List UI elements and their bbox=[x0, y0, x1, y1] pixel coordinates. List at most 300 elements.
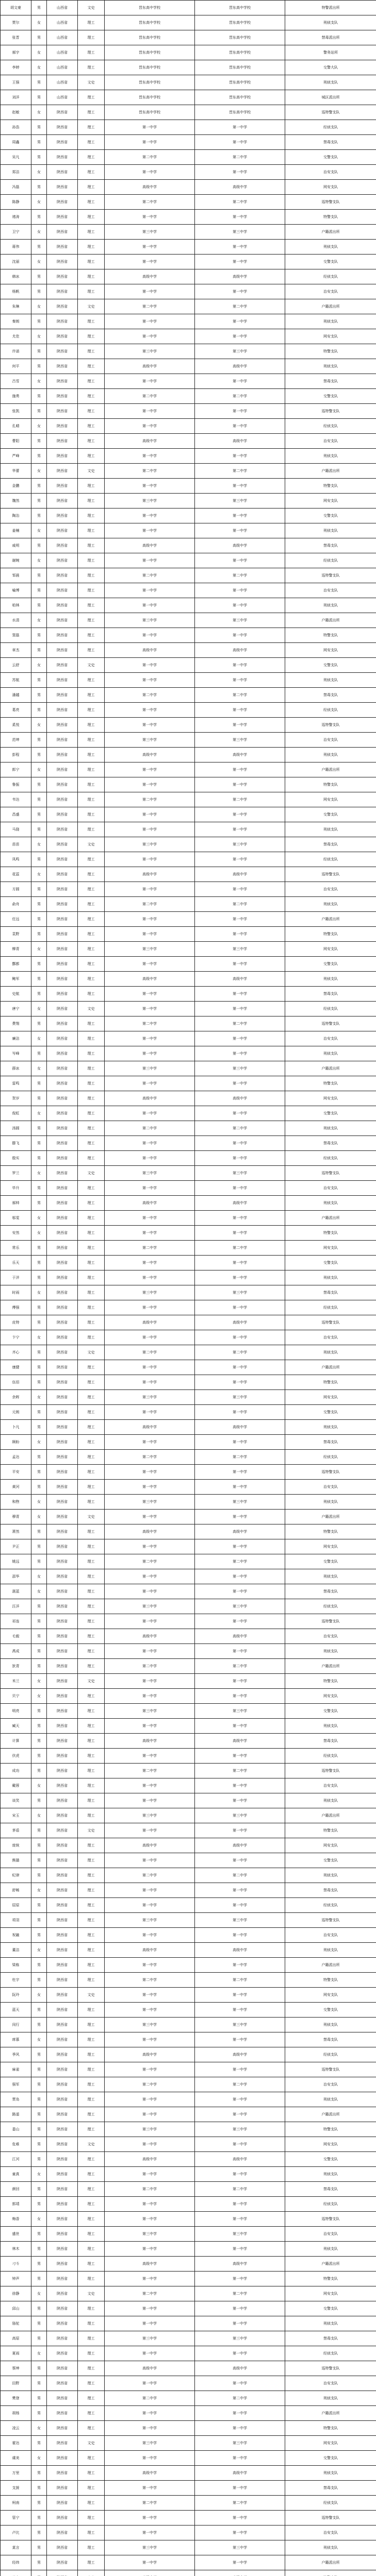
table-row bbox=[1, 822, 376, 837]
school-cell: 高级中学 bbox=[105, 2257, 195, 2272]
school2-cell: 第一中学 bbox=[195, 2376, 285, 2391]
province-cell: 陕西省 bbox=[47, 1569, 78, 1584]
name-cell: 伏虎 bbox=[1, 1749, 31, 1764]
school-cell: 第三中学 bbox=[105, 2540, 195, 2555]
province-cell: 陕西省 bbox=[47, 1554, 78, 1569]
unit-cell: 巡特警支队 bbox=[285, 568, 376, 583]
table-row bbox=[1, 2032, 376, 2047]
school-cell: 晋东高中学校 bbox=[105, 15, 195, 30]
track-cell: 理工 bbox=[78, 1151, 105, 1166]
school2-cell: 第一中学 bbox=[195, 912, 285, 927]
school-cell: 第一中学 bbox=[105, 1719, 195, 1734]
name-cell: 乐天 bbox=[1, 1256, 31, 1270]
gender-cell: 男 bbox=[31, 359, 47, 374]
unit-cell: 治安支队 bbox=[285, 583, 376, 598]
school-cell: 高级中学 bbox=[105, 643, 195, 658]
unit-cell: 刑侦支队 bbox=[285, 2316, 376, 2331]
name-cell: 祝融 bbox=[1, 1928, 31, 1943]
province-cell: 陕西省 bbox=[47, 523, 78, 538]
table-row bbox=[1, 1480, 376, 1495]
school2-cell: 第一中学 bbox=[195, 2212, 285, 2227]
unit-cell: 网安支队 bbox=[285, 2436, 376, 2451]
school2-cell: 第一中学 bbox=[195, 1569, 285, 1584]
gender-cell: 女 bbox=[31, 1689, 47, 1704]
name-cell: 马骁 bbox=[1, 822, 31, 837]
table-row bbox=[1, 523, 376, 538]
school-cell: 高级中学 bbox=[105, 538, 195, 553]
track-cell: 理工 bbox=[78, 1973, 105, 1988]
table-row bbox=[1, 658, 376, 673]
table-row bbox=[1, 882, 376, 897]
name-cell: 孟达 bbox=[1, 1450, 31, 1465]
table-row bbox=[1, 1510, 376, 1524]
track-cell: 理工 bbox=[78, 1480, 105, 1495]
school-cell: 晋东高中学校 bbox=[105, 30, 195, 45]
gender-cell: 男 bbox=[31, 1629, 47, 1644]
table-row bbox=[1, 2003, 376, 2018]
track-cell: 理工 bbox=[78, 1091, 105, 1106]
province-cell: 陕西省 bbox=[47, 1076, 78, 1091]
table-row bbox=[1, 942, 376, 957]
unit-cell: 户籍派出所 bbox=[285, 762, 376, 777]
province-cell: 陕西省 bbox=[47, 2391, 78, 2406]
province-cell: 陕西省 bbox=[47, 942, 78, 957]
province-cell: 陕西省 bbox=[47, 2421, 78, 2436]
unit-cell: 交警支队 bbox=[285, 255, 376, 269]
unit-cell: 禁毒支队 bbox=[285, 1883, 376, 1898]
unit-cell: 刑侦支队 bbox=[285, 1270, 376, 1285]
roster-table-body bbox=[1, 1, 376, 2576]
school2-cell: 第一中学 bbox=[195, 822, 285, 837]
unit-cell: 禁毒支队 bbox=[285, 688, 376, 703]
school2-cell: 第二中学 bbox=[195, 1554, 285, 1569]
school-cell: 第一中学 bbox=[105, 1211, 195, 1226]
table-row bbox=[1, 1315, 376, 1330]
province-cell: 陕西省 bbox=[47, 538, 78, 553]
province-cell: 陕西省 bbox=[47, 613, 78, 628]
province-cell: 陕西省 bbox=[47, 1764, 78, 1778]
province-cell: 陕西省 bbox=[47, 284, 78, 299]
province-cell: 陕西省 bbox=[47, 210, 78, 225]
school2-cell: 第一中学 bbox=[195, 2197, 285, 2212]
track-cell: 文史 bbox=[78, 1166, 105, 1181]
name-cell: 汪洋 bbox=[1, 1599, 31, 1614]
school2-cell: 第一中学 bbox=[195, 1823, 285, 1838]
table-row bbox=[1, 1076, 376, 1091]
name-cell: 路遥 bbox=[1, 2107, 31, 2122]
gender-cell: 男 bbox=[31, 2242, 47, 2257]
gender-cell: 男 bbox=[31, 284, 47, 299]
name-cell: 喻博 bbox=[1, 583, 31, 598]
table-row bbox=[1, 1569, 376, 1584]
table-row bbox=[1, 2316, 376, 2331]
school-cell: 第三中学 bbox=[105, 1704, 195, 1719]
unit-cell: 禁毒支队 bbox=[285, 2481, 376, 2496]
province-cell: 陕西省 bbox=[47, 1868, 78, 1883]
unit-cell: 户籍派出所 bbox=[285, 912, 376, 927]
school-cell: 第二中学 bbox=[105, 464, 195, 479]
province-cell: 陕西省 bbox=[47, 1704, 78, 1719]
track-cell: 理工 bbox=[78, 344, 105, 359]
name-cell: 邵华 bbox=[1, 1569, 31, 1584]
gender-cell: 女 bbox=[31, 613, 47, 628]
gender-cell: 男 bbox=[31, 1898, 47, 1913]
name-cell: 周鑫 bbox=[1, 135, 31, 150]
province-cell: 陕西省 bbox=[47, 1480, 78, 1495]
table-row bbox=[1, 1823, 376, 1838]
table-row bbox=[1, 777, 376, 792]
school2-cell: 第一中学 bbox=[195, 1046, 285, 1061]
school-cell: 第二中学 bbox=[105, 1241, 195, 1256]
province-cell: 陕西省 bbox=[47, 1853, 78, 1868]
unit-cell: 巡特警支队 bbox=[285, 1166, 376, 1181]
gender-cell: 男 bbox=[31, 1300, 47, 1315]
school2-cell: 晋东高中学校 bbox=[195, 60, 285, 75]
school2-cell: 第一中学 bbox=[195, 240, 285, 255]
province-cell: 陕西省 bbox=[47, 1181, 78, 1196]
gender-cell: 男 bbox=[31, 688, 47, 703]
track-cell: 理工 bbox=[78, 1315, 105, 1330]
school-cell: 第一中学 bbox=[105, 2451, 195, 2466]
unit-cell: 刑侦支队 bbox=[285, 1943, 376, 1958]
name-cell: 禹成 bbox=[1, 1644, 31, 1659]
track-cell: 理工 bbox=[78, 1016, 105, 1031]
track-cell: 理工 bbox=[78, 927, 105, 942]
gender-cell: 女 bbox=[31, 329, 47, 344]
track-cell: 理工 bbox=[78, 374, 105, 389]
table-row bbox=[1, 2391, 376, 2406]
unit-cell: 交警支队 bbox=[285, 1853, 376, 1868]
unit-cell: 交警支队 bbox=[285, 2152, 376, 2167]
table-row bbox=[1, 1764, 376, 1778]
unit-cell: 刑侦支队 bbox=[285, 523, 376, 538]
province-cell: 陕西省 bbox=[47, 1151, 78, 1166]
province-cell: 陕西省 bbox=[47, 2436, 78, 2451]
gender-cell: 男 bbox=[31, 1614, 47, 1629]
unit-cell: 刑侦支队 bbox=[285, 15, 376, 30]
name-cell: 傅强 bbox=[1, 1300, 31, 1315]
school2-cell: 第一中学 bbox=[195, 1689, 285, 1704]
school2-cell: 第二中学 bbox=[195, 1241, 285, 1256]
gender-cell: 男 bbox=[31, 314, 47, 329]
province-cell: 陕西省 bbox=[47, 1300, 78, 1315]
school2-cell: 晋东高中学校 bbox=[195, 30, 285, 45]
unit-cell: 刑侦支队 bbox=[285, 748, 376, 762]
province-cell: 陕西省 bbox=[47, 1659, 78, 1674]
school2-cell: 第一中学 bbox=[195, 1958, 285, 1973]
school-cell: 高级中学 bbox=[105, 2361, 195, 2376]
track-cell: 理工 bbox=[78, 419, 105, 434]
school-cell: 第二中学 bbox=[105, 2391, 195, 2406]
table-row bbox=[1, 1136, 376, 1151]
table-row bbox=[1, 344, 376, 359]
school-cell: 第二中学 bbox=[105, 1868, 195, 1883]
province-cell: 陕西省 bbox=[47, 2466, 78, 2481]
school2-cell: 第一中学 bbox=[195, 777, 285, 792]
track-cell: 理工 bbox=[78, 1136, 105, 1151]
table-row bbox=[1, 2107, 376, 2122]
school-cell: 第一中学 bbox=[105, 2301, 195, 2316]
province-cell: 陕西省 bbox=[47, 1002, 78, 1016]
province-cell: 陕西省 bbox=[47, 2227, 78, 2242]
unit-cell: 巡特警支队 bbox=[285, 2212, 376, 2227]
name-cell: 毛毅 bbox=[1, 1629, 31, 1644]
track-cell: 理工 bbox=[78, 1226, 105, 1241]
table-row bbox=[1, 792, 376, 807]
school-cell: 第一中学 bbox=[105, 1076, 195, 1091]
school-cell: 第一中学 bbox=[105, 673, 195, 688]
table-row bbox=[1, 2511, 376, 2526]
gender-cell: 女 bbox=[31, 1330, 47, 1345]
school2-cell: 第一中学 bbox=[195, 703, 285, 718]
province-cell: 陕西省 bbox=[47, 344, 78, 359]
name-cell: 田野 bbox=[1, 2376, 31, 2391]
track-cell: 理工 bbox=[78, 1106, 105, 1121]
track-cell: 理工 bbox=[78, 882, 105, 897]
school2-cell: 第一中学 bbox=[195, 2555, 285, 2570]
track-cell: 理工 bbox=[78, 2376, 105, 2391]
unit-cell: 刑侦支队 bbox=[285, 2092, 376, 2107]
unit-cell: 治安支队 bbox=[285, 2227, 376, 2242]
gender-cell: 男 bbox=[31, 1973, 47, 1988]
name-cell: 戴蓉 bbox=[1, 1778, 31, 1793]
province-cell: 陕西省 bbox=[47, 1778, 78, 1793]
school2-cell: 第一中学 bbox=[195, 210, 285, 225]
school2-cell: 高级中学 bbox=[195, 1943, 285, 1958]
school-cell: 第三中学 bbox=[105, 225, 195, 240]
province-cell: 陕西省 bbox=[47, 2496, 78, 2511]
school2-cell: 第二中学 bbox=[195, 1016, 285, 1031]
province-cell: 陕西省 bbox=[47, 1375, 78, 1390]
table-row bbox=[1, 1375, 376, 1390]
track-cell: 理工 bbox=[78, 1495, 105, 1510]
table-row bbox=[1, 1853, 376, 1868]
track-cell: 理工 bbox=[78, 2496, 105, 2511]
track-cell: 理工 bbox=[78, 1375, 105, 1390]
table-row bbox=[1, 852, 376, 867]
gender-cell: 男 bbox=[31, 538, 47, 553]
table-row bbox=[1, 299, 376, 314]
school-cell: 晋东高中学校 bbox=[105, 60, 195, 75]
unit-cell: 网安支队 bbox=[285, 180, 376, 195]
table-row bbox=[1, 1629, 376, 1644]
unit-cell: 特警支队 bbox=[285, 2272, 376, 2286]
name-cell: 华蕾 bbox=[1, 464, 31, 479]
school-cell: 第一中学 bbox=[105, 2346, 195, 2361]
track-cell: 理工 bbox=[78, 15, 105, 30]
gender-cell: 男 bbox=[31, 777, 47, 792]
table-row bbox=[1, 1734, 376, 1749]
school2-cell: 第一中学 bbox=[195, 1226, 285, 1241]
name-cell: 郭靖 bbox=[1, 2197, 31, 2212]
school-cell: 第一中学 bbox=[105, 165, 195, 180]
name-cell: 郑洁 bbox=[1, 165, 31, 180]
track-cell: 理工 bbox=[78, 479, 105, 494]
gender-cell: 男 bbox=[31, 2301, 47, 2316]
table-row bbox=[1, 628, 376, 643]
school2-cell: 第三中学 bbox=[195, 2540, 285, 2555]
track-cell: 理工 bbox=[78, 2555, 105, 2570]
unit-cell: 禁毒支队 bbox=[285, 1584, 376, 1599]
name-cell: 纪律 bbox=[1, 1868, 31, 1883]
unit-cell: 经侦支队 bbox=[285, 1002, 376, 1016]
school-cell: 第二中学 bbox=[105, 195, 195, 210]
name-cell: 宋玉 bbox=[1, 1808, 31, 1823]
school2-cell: 第一中学 bbox=[195, 165, 285, 180]
gender-cell: 男 bbox=[31, 1793, 47, 1808]
name-cell: 虞美 bbox=[1, 2451, 31, 2466]
name-cell: 徐静 bbox=[1, 2286, 31, 2301]
unit-cell: 刑侦支队 bbox=[285, 1495, 376, 1510]
province-cell: 陕西省 bbox=[47, 1315, 78, 1330]
name-cell: 朱琳 bbox=[1, 299, 31, 314]
track-cell: 理工 bbox=[78, 434, 105, 449]
gender-cell: 女 bbox=[31, 2212, 47, 2227]
unit-cell: 经侦支队 bbox=[285, 852, 376, 867]
province-cell: 陕西省 bbox=[47, 1913, 78, 1928]
school2-cell: 第二中学 bbox=[195, 299, 285, 314]
gender-cell: 男 bbox=[31, 150, 47, 165]
school2-cell: 第一中学 bbox=[195, 852, 285, 867]
table-row bbox=[1, 1121, 376, 1136]
school2-cell: 第一中学 bbox=[195, 1270, 285, 1285]
school2-cell: 第三中学 bbox=[195, 2122, 285, 2137]
school-cell: 第一中学 bbox=[105, 1002, 195, 1016]
province-cell: 陕西省 bbox=[47, 1166, 78, 1181]
school-cell: 第一中学 bbox=[105, 2481, 195, 2496]
unit-cell: 禁毒支队 bbox=[285, 135, 376, 150]
track-cell: 理工 bbox=[78, 389, 105, 404]
gender-cell: 女 bbox=[31, 942, 47, 957]
school2-cell: 高级中学 bbox=[195, 1629, 285, 1644]
school2-cell: 第一中学 bbox=[195, 1853, 285, 1868]
table-row bbox=[1, 1614, 376, 1629]
school-cell: 第一中学 bbox=[105, 927, 195, 942]
province-cell: 陕西省 bbox=[47, 509, 78, 523]
name-cell: 危难 bbox=[1, 2137, 31, 2152]
gender-cell: 男 bbox=[31, 269, 47, 284]
track-cell: 理工 bbox=[78, 45, 105, 60]
track-cell: 理工 bbox=[78, 792, 105, 807]
province-cell: 陕西省 bbox=[47, 2526, 78, 2540]
gender-cell: 男 bbox=[31, 972, 47, 987]
unit-cell: 治安支队 bbox=[285, 284, 376, 299]
school2-cell: 第一中学 bbox=[195, 957, 285, 972]
unit-cell: 刑侦支队 bbox=[285, 2540, 376, 2555]
unit-cell: 刑侦支队 bbox=[285, 359, 376, 374]
name-cell: 齐心 bbox=[1, 1345, 31, 1360]
track-cell: 理工 bbox=[78, 1764, 105, 1778]
gender-cell: 男 bbox=[31, 180, 47, 195]
table-row bbox=[1, 568, 376, 583]
track-cell: 文史 bbox=[78, 2286, 105, 2301]
name-cell: 廉洁 bbox=[1, 1031, 31, 1046]
province-cell: 陕西省 bbox=[47, 1928, 78, 1943]
track-cell: 理工 bbox=[78, 1704, 105, 1719]
track-cell: 理工 bbox=[78, 2481, 105, 2496]
track-cell: 理工 bbox=[78, 942, 105, 957]
name-cell: 季风 bbox=[1, 2047, 31, 2062]
table-row bbox=[1, 90, 376, 105]
table-row bbox=[1, 703, 376, 718]
gender-cell: 男 bbox=[31, 2540, 47, 2555]
school-cell: 第一中学 bbox=[105, 1300, 195, 1315]
name-cell: 卜凡 bbox=[1, 1420, 31, 1435]
unit-cell: 刑侦支队 bbox=[285, 598, 376, 613]
unit-cell: 经侦支队 bbox=[285, 2496, 376, 2511]
province-cell: 陕西省 bbox=[47, 374, 78, 389]
school2-cell: 第一中学 bbox=[195, 673, 285, 688]
school2-cell: 第三中学 bbox=[195, 1808, 285, 1823]
province-cell: 陕西省 bbox=[47, 1226, 78, 1241]
unit-cell: 治安支队 bbox=[285, 1778, 376, 1793]
school2-cell: 第三中学 bbox=[195, 837, 285, 852]
unit-cell: 治安支队 bbox=[285, 1031, 376, 1046]
province-cell: 陕西省 bbox=[47, 643, 78, 658]
school2-cell: 第一中学 bbox=[195, 329, 285, 344]
unit-cell: 经侦支队 bbox=[285, 1599, 376, 1614]
school2-cell: 第一中学 bbox=[195, 1256, 285, 1270]
school2-cell: 第一中学 bbox=[195, 2481, 285, 2496]
table-row bbox=[1, 2182, 376, 2197]
province-cell: 陕西省 bbox=[47, 2555, 78, 2570]
gender-cell: 男 bbox=[31, 1823, 47, 1838]
school-cell: 第一中学 bbox=[105, 419, 195, 434]
table-row bbox=[1, 2466, 376, 2481]
table-row bbox=[1, 389, 376, 404]
table-row bbox=[1, 1270, 376, 1285]
table-row bbox=[1, 1420, 376, 1435]
track-cell: 理工 bbox=[78, 777, 105, 792]
school2-cell: 第一中学 bbox=[195, 762, 285, 777]
unit-cell: 刑侦支队 bbox=[285, 1046, 376, 1061]
name-cell: 屈原 bbox=[1, 1898, 31, 1913]
gender-cell: 女 bbox=[31, 523, 47, 538]
province-cell: 陕西省 bbox=[47, 792, 78, 807]
table-row bbox=[1, 509, 376, 523]
table-row bbox=[1, 1405, 376, 1420]
table-row bbox=[1, 2152, 376, 2167]
gender-cell: 男 bbox=[31, 344, 47, 359]
name-cell: 尹正 bbox=[1, 1539, 31, 1554]
track-cell: 理工 bbox=[78, 2406, 105, 2421]
track-cell: 理工 bbox=[78, 1734, 105, 1749]
gender-cell: 女 bbox=[31, 1435, 47, 1450]
track-cell: 文史 bbox=[78, 1002, 105, 1016]
school-cell: 第一中学 bbox=[105, 1958, 195, 1973]
name-cell: 鲍军 bbox=[1, 972, 31, 987]
unit-cell: 禁毒支队 bbox=[285, 538, 376, 553]
name-cell: 姚远 bbox=[1, 1554, 31, 1569]
table-row bbox=[1, 2227, 376, 2242]
school2-cell: 高级中学 bbox=[195, 1734, 285, 1749]
province-cell: 陕西省 bbox=[47, 2346, 78, 2361]
school-cell: 高级中学 bbox=[105, 1734, 195, 1749]
province-cell: 山西省 bbox=[47, 90, 78, 105]
name-cell: 常乐 bbox=[1, 1241, 31, 1256]
school-cell: 第一中学 bbox=[105, 1644, 195, 1659]
track-cell: 理工 bbox=[78, 912, 105, 927]
track-cell: 理工 bbox=[78, 2077, 105, 2092]
unit-cell: 刑侦支队 bbox=[285, 972, 376, 987]
name-cell: 高原 bbox=[1, 2331, 31, 2346]
school-cell: 第三中学 bbox=[105, 733, 195, 748]
gender-cell: 男 bbox=[31, 2137, 47, 2152]
unit-cell: 刑侦支队 bbox=[285, 1793, 376, 1808]
table-row bbox=[1, 2257, 376, 2272]
unit-cell: 网安支队 bbox=[285, 643, 376, 658]
gender-cell: 男 bbox=[31, 2391, 47, 2406]
